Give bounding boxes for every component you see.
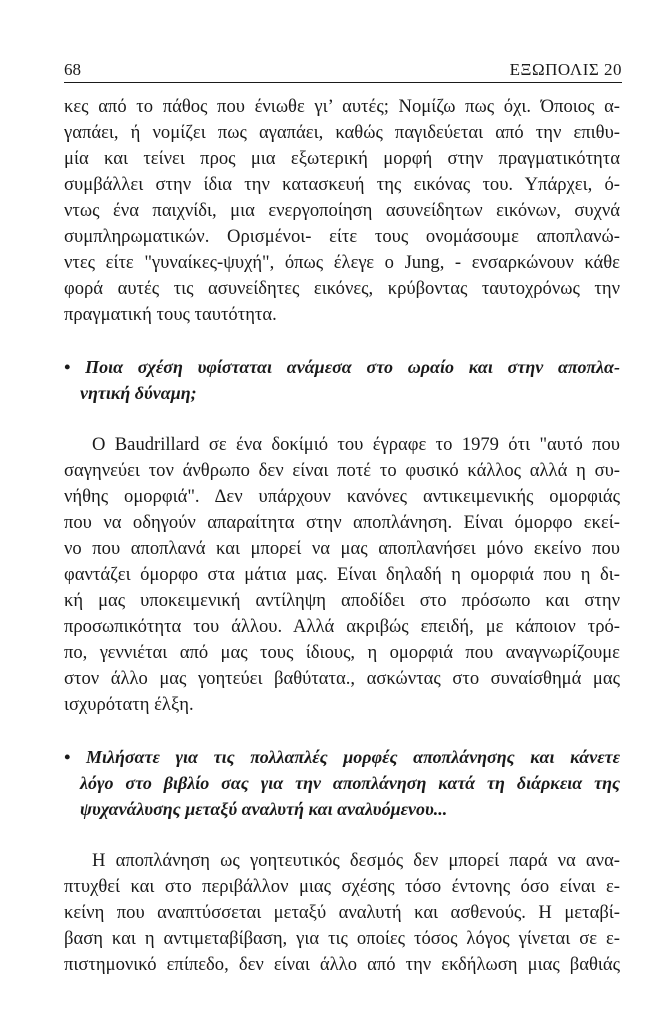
question-line: • Ποια σχέση υφίσταται ανάμεσα στο ωραίο και στην αποπλα- (64, 357, 620, 377)
text-line: προσωπικότητα του άλλου. Αλλά ακριβώς επειδή, με κάποιον τρό- (64, 616, 620, 637)
header-rule (64, 82, 622, 83)
page-header (64, 60, 622, 80)
question-line: λόγο στο βιβλίο σας για την αποπλάνηση κατά τη διάρκεια της (80, 773, 620, 793)
text-line: πτυχθεί και στο περιβάλλον μιας σχέσης τόσο έντονης όσο είναι ε- (64, 876, 620, 897)
text-line: σαγηνεύει τον άνθρωπο δεν είναι ποτέ το φυσικό κάλλος αλλά η συ- (64, 460, 620, 481)
text-line: φαντάζει όμορφο στα μάτια μας. Είναι δηλαδή η ομορφιά που η δι- (64, 564, 620, 585)
question-line: • Μιλήσατε για τις πολλαπλές μορφές αποπλάνησης και κάνετε (64, 747, 620, 767)
text-line: κες από το πάθος που ένιωθε γι’ αυτές; Νομίζω πως όχι. Όποιος α- (64, 96, 620, 117)
text-line: βαση και η αντιμεταβίβαση, για τις οποίες τόσος λόγος γίνεται σε ε- (64, 928, 620, 949)
interview-question-2 (64, 744, 620, 822)
question-line: νητική δύναμη; (80, 383, 197, 403)
page-number: 68 (64, 60, 81, 79)
text-line: νήθης ομορφιά". Δεν υπάρχουν κανόνες αντικειμενικής ομορφιάς (64, 486, 620, 507)
spacer (64, 406, 620, 432)
running-title: ΕΞΩΠΟΛΙΣ 20 (509, 60, 622, 79)
spacer (64, 328, 620, 354)
text-line: συμπληρωματικών. Ορισμένοι- είτε τους ονομάσουμε αποπλανώ- (64, 226, 620, 247)
question-line: ψυχανάλυσης μεταξύ αναλυτή και αναλυόμενου... (80, 799, 448, 819)
text-line: ντως ένα παιχνίδι, μια ενεργοποίηση ασυνείδητων εικόνων, συχνά (64, 200, 620, 221)
text-line: ισχυρότατη έλξη. (64, 694, 194, 715)
paragraph-3 (64, 848, 620, 978)
text-line: συμβάλλει στην ίδια την κατασκευή της εικόνας του. Υπάρχει, ό- (64, 174, 620, 195)
text-line: που να οδηγούν απαραίτητα στην αποπλάνηση. Είναι όμορφο εκεί- (64, 512, 620, 533)
text-line: πο, γεννιέται από μας τους ίδιους, η ομορφιά που αναγνωρίζουμε (64, 642, 620, 663)
body-text (64, 94, 620, 978)
text-line: ντες είτε "γυναίκες-ψυχή", όπως έλεγε ο Jung, - ενσαρκώνουν κάθε (64, 252, 620, 273)
text-line: στον άλλο μας γοητεύει βαθύτατα., ασκώντας στο συναίσθημά μας (64, 668, 620, 689)
text-line: φορά αυτές τις ασυνείδητες εικόνες, κρύβοντας ταυτοχρόνως την (64, 278, 620, 299)
text-line: Η αποπλάνηση ως γοητευτικός δεσμός δεν μπορεί παρά να ανα- (92, 850, 620, 871)
text-line: Ο Baudrillard σε ένα δοκίμιό του έγραφε το 1979 ότι "αυτό που (92, 434, 620, 455)
paragraph-2 (64, 432, 620, 718)
text-line: πιστημονικό επίπεδο, δεν είναι άλλο από την εκδήλωση μιας βαθιάς (64, 954, 620, 975)
text-line: νο που αποπλανά και μπορεί να μας αποπλανήσει μόνο εκείνο που (64, 538, 620, 559)
text-line: μία και τείνει προς μια εξωτερική μορφή στην πραγματικότητα (64, 148, 620, 169)
text-line: πραγματική τους ταυτότητα. (64, 304, 277, 325)
text-line: κή μας υποκειμενική αντίληψη αποδίδει στο πρόσωπο και στην (64, 590, 620, 611)
paragraph-1 (64, 94, 620, 328)
interview-question-1 (64, 354, 620, 406)
spacer (64, 718, 620, 744)
text-line: κείνη που αναπτύσσεται μεταξύ αναλυτή και ασθενούς. Η μεταβί- (64, 902, 620, 923)
spacer (64, 822, 620, 848)
text-line: γαπάει, ή νομίζει πως αγαπάει, καθώς παγιδεύεται από την επιθυ- (64, 122, 620, 143)
